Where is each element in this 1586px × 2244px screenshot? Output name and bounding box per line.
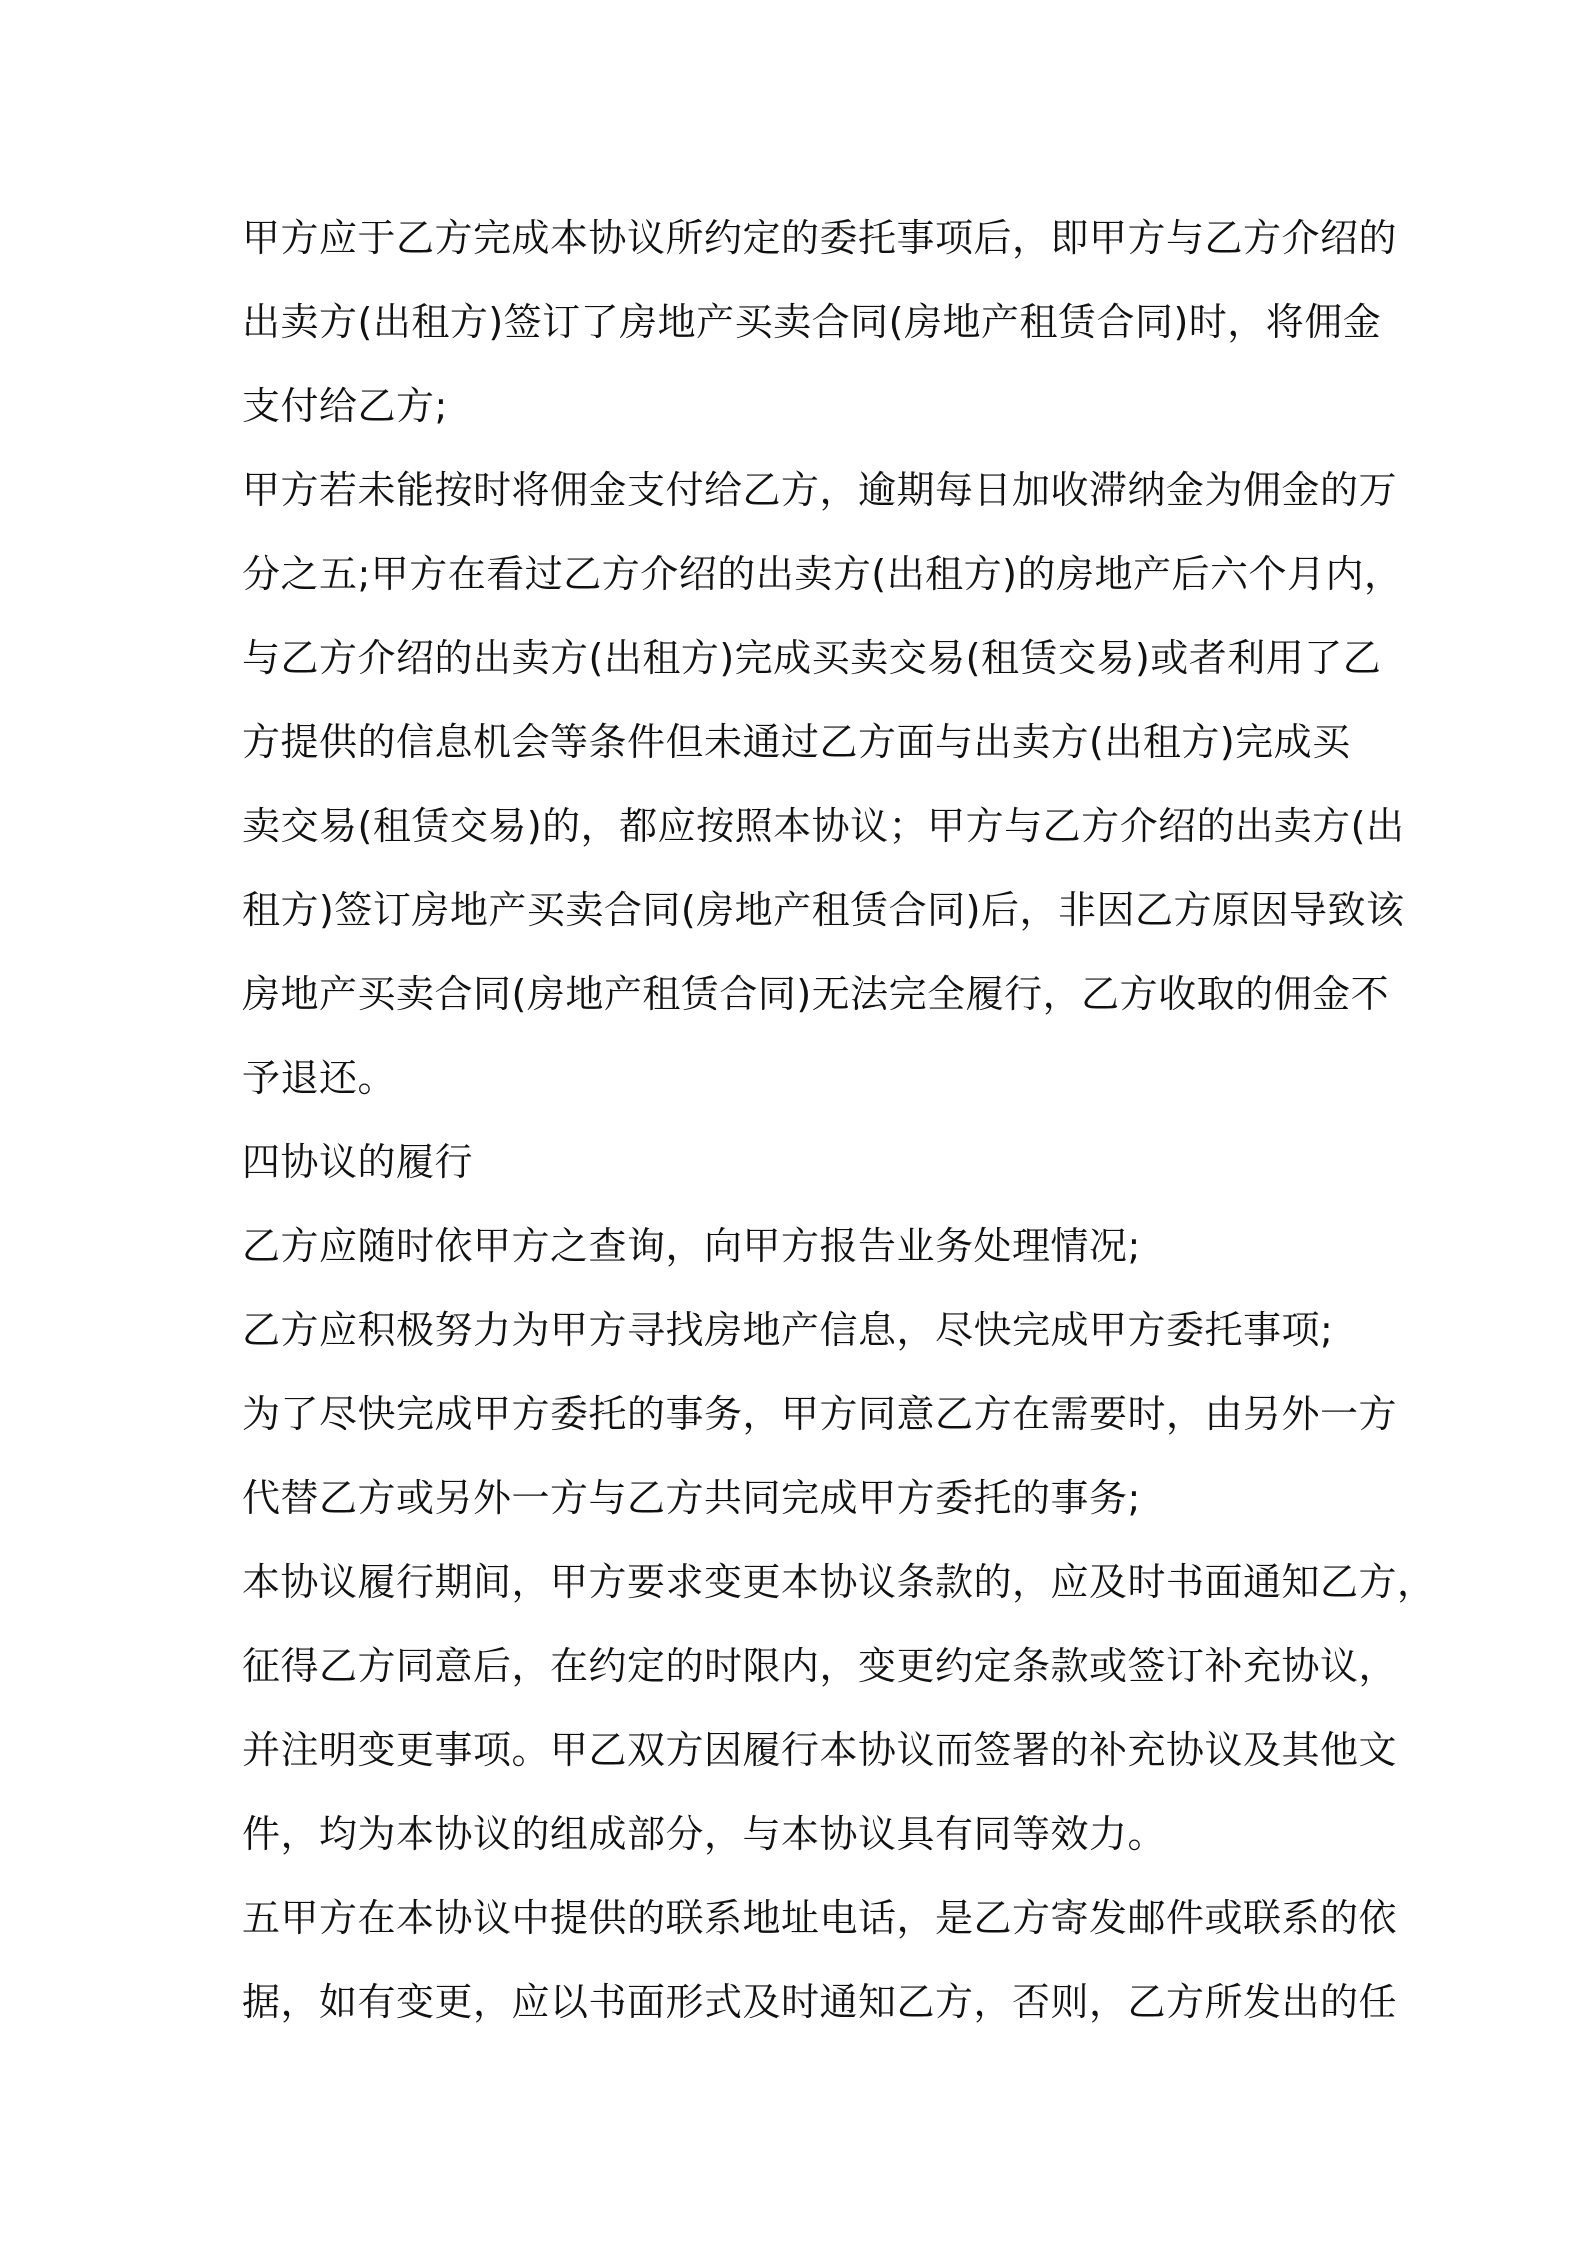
section-heading: 四协议的履行	[242, 1140, 474, 1184]
text-line: 与乙方介绍的出卖方(出租方)完成买卖交易(租赁交易)或者利用了乙	[242, 636, 1382, 680]
text-line: 分之五;甲方在看过乙方介绍的出卖方(出租方)的房地产后六个月内，	[242, 552, 1403, 596]
text-line: 租方)签订房地产买卖合同(房地产租赁合同)后，非因乙方原因导致该	[242, 888, 1405, 932]
text-line: 乙方应积极努力为甲方寻找房地产信息，尽快完成甲方委托事项;	[242, 1308, 1334, 1352]
text-line: 并注明变更事项。甲乙双方因履行本协议而签署的补充协议及其他文	[242, 1728, 1398, 1772]
text-line: 甲方若未能按时将佣金支付给乙方，逾期每日加收滞纳金为佣金的万	[242, 468, 1398, 512]
text-line: 出卖方(出租方)签订了房地产买卖合同(房地产租赁合同)时，将佣金	[242, 300, 1382, 344]
text-line: 卖交易(租赁交易)的，都应按照本协议；甲方与乙方介绍的出卖方(出	[242, 804, 1405, 848]
text-line: 予退还。	[242, 1056, 397, 1100]
text-line: 为了尽快完成甲方委托的事务，甲方同意乙方在需要时，由另外一方	[242, 1392, 1398, 1436]
text-line: 甲方应于乙方完成本协议所约定的委托事项后，即甲方与乙方介绍的	[242, 216, 1398, 260]
document-body	[242, 196, 1436, 2044]
text-line: 五甲方在本协议中提供的联系地址电话，是乙方寄发邮件或联系的依	[242, 1896, 1398, 1940]
text-line: 方提供的信息机会等条件但未通过乙方面与出卖方(出租方)完成买	[242, 720, 1351, 764]
text-line: 房地产买卖合同(房地产租赁合同)无法完全履行，乙方收取的佣金不	[242, 972, 1390, 1016]
text-line: 据，如有变更，应以书面形式及时通知乙方，否则，乙方所发出的任	[242, 1980, 1398, 2024]
text-line: 征得乙方同意后，在约定的时限内，变更约定条款或签订补充协议，	[242, 1644, 1398, 1688]
text-line: 代替乙方或另外一方与乙方共同完成甲方委托的事务;	[242, 1476, 1141, 1520]
text-line: 支付给乙方;	[242, 384, 448, 428]
text-line: 件，均为本协议的组成部分，与本协议具有同等效力。	[242, 1812, 1167, 1856]
text-line: 乙方应随时依甲方之查询，向甲方报告业务处理情况;	[242, 1224, 1141, 1268]
text-line: 本协议履行期间，甲方要求变更本协议条款的，应及时书面通知乙方，	[242, 1560, 1436, 1604]
